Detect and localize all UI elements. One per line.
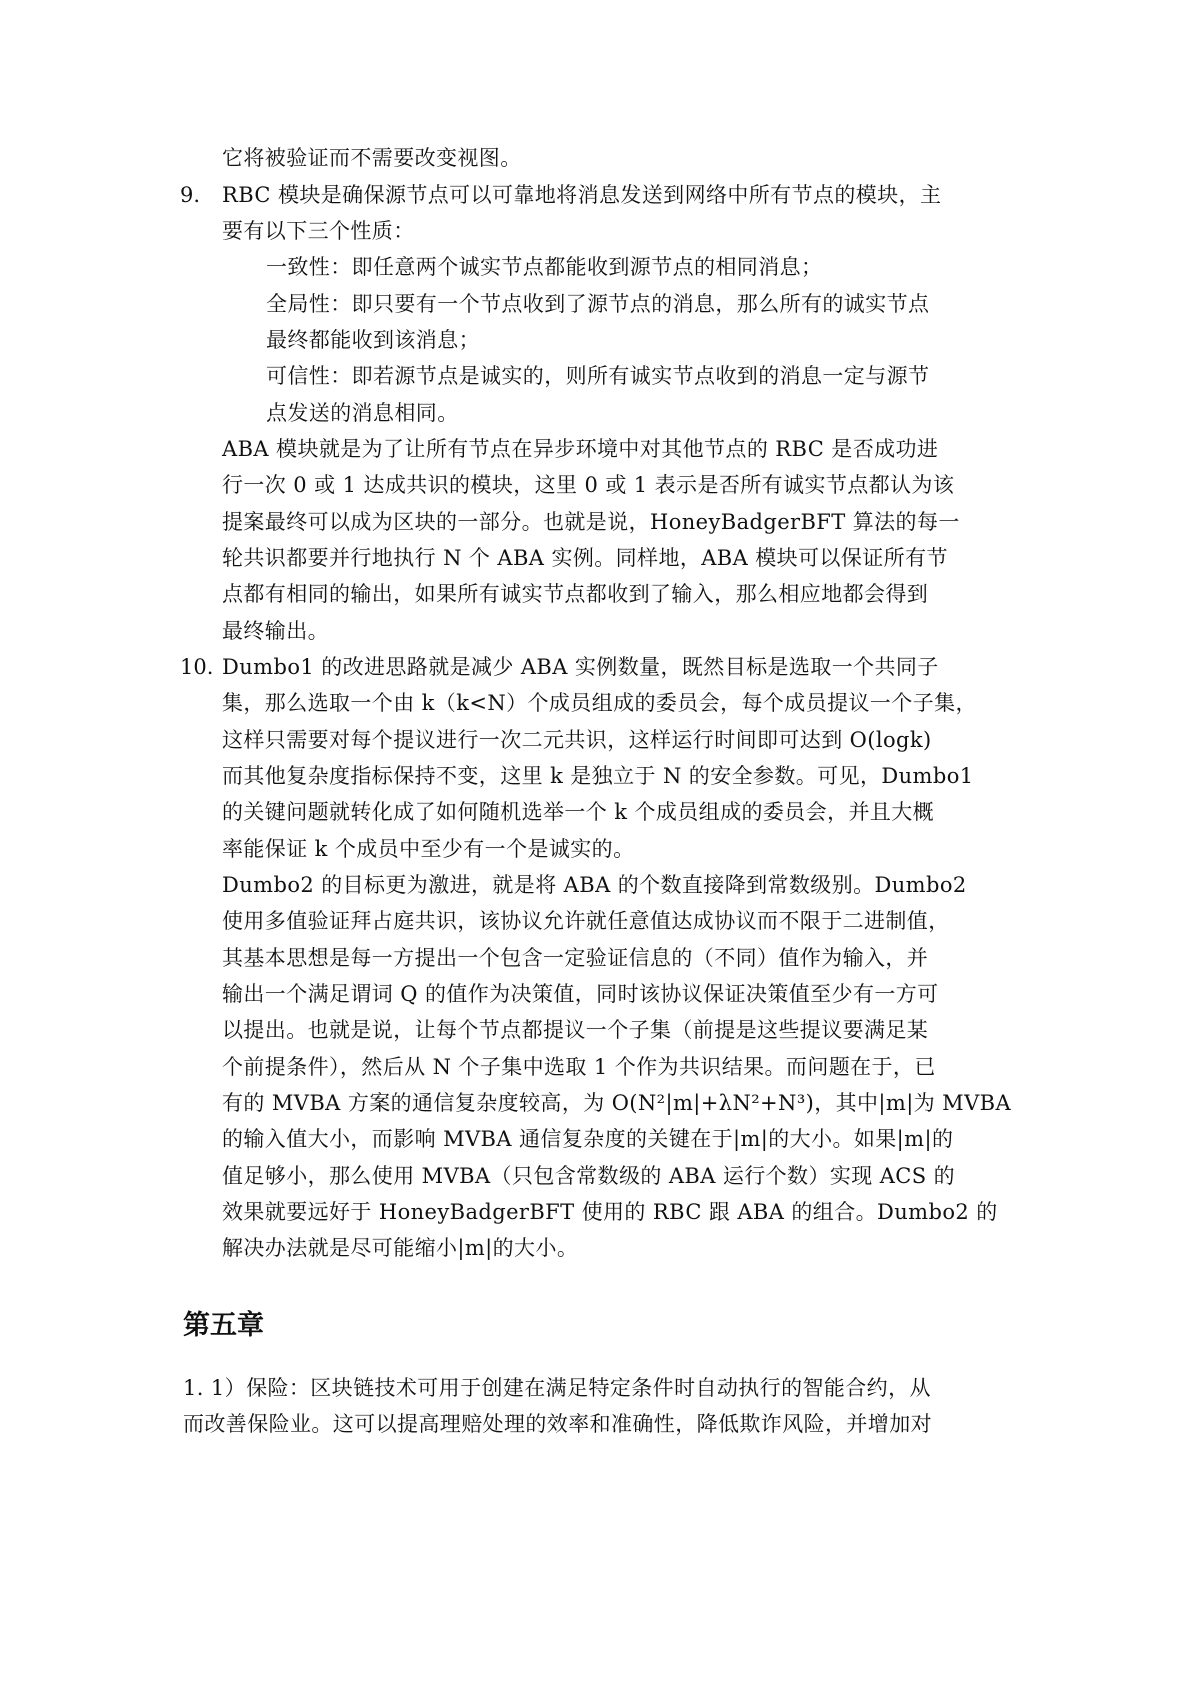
text-line: 行一次 0 或 1 达成共识的模块，这里 0 或 1 表示是否所有诚实节点都认为该 <box>222 473 955 497</box>
text-line: ABA 模块就是为了让所有节点在异步环境中对其他节点的 RBC 是否成功进 <box>222 437 939 461</box>
text-line: 可信性：即若源节点是诚实的，则所有诚实节点收到的消息一定与源节 <box>266 364 930 388</box>
text-line: 要有以下三个性质： <box>222 219 415 243</box>
text-line: 效果就要远好于 HoneyBadgerBFT 使用的 RBC 跟 ABA 的组合。Dumbo2 的 <box>222 1200 998 1224</box>
text-line: 最终输出。 <box>222 619 329 643</box>
text-line: 集，那么选取一个由 k（k<N）个成员组成的委员会，每个成员提议一个子集， <box>222 691 977 715</box>
text-line: 值足够小，那么使用 MVBA（只包含常数级的 ABA 运行个数）实现 ACS 的 <box>222 1164 956 1188</box>
list-number-9: 9. <box>180 183 201 207</box>
text-line: 全局性：即只要有一个节点收到了源节点的消息，那么所有的诚实节点 <box>266 292 930 316</box>
text-line: 个前提条件），然后从 N 个子集中选取 1 个作为共识结果。而问题在于，已 <box>222 1055 936 1079</box>
text-line: 解决办法就是尽可能缩小|m|的大小。 <box>222 1236 579 1260</box>
list-number-10: 10. <box>180 655 214 679</box>
text-line: 的关键问题就转化成了如何随机选举一个 k 个成员组成的委员会，并且大概 <box>222 800 935 824</box>
text-line: 轮共识都要并行地执行 N 个 ABA 实例。同样地，ABA 模块可以保证所有节 <box>222 546 948 570</box>
text-line: 有的 MVBA 方案的通信复杂度较高，为 O(N²|m|+λN²+N³)，其中|m|为 MVBA <box>222 1091 1012 1115</box>
text-line: 输出一个满足谓词 Q 的值作为决策值，同时该协议保证决策值至少有一方可 <box>222 982 939 1006</box>
text-line: 1. 1）保险：区块链技术可用于创建在满足特定条件时自动执行的智能合约，从 <box>183 1376 931 1400</box>
text-line: 以提出。也就是说，让每个节点都提议一个子集（前提是这些提议要满足某 <box>222 1018 929 1042</box>
text-line: 这样只需要对每个提议进行一次二元共识，这样运行时间即可达到 O(logk) <box>222 728 932 752</box>
text-line: 点发送的消息相同。 <box>266 401 459 425</box>
text-line: 点都有相同的输出，如果所有诚实节点都收到了输入，那么相应地都会得到 <box>222 582 929 606</box>
text-line: 提案最终可以成为区块的一部分。也就是说，HoneyBadgerBFT 算法的每一 <box>222 510 960 534</box>
text-line: 它将被验证而不需要改变视图。 <box>222 146 522 170</box>
text-line: 一致性：即任意两个诚实节点都能收到源节点的相同消息； <box>266 255 823 279</box>
text-line: 率能保证 k 个成员中至少有一个是诚实的。 <box>222 837 635 861</box>
text-line: 使用多值验证拜占庭共识，该协议允许就任意值达成协议而不限于二进制值， <box>222 909 950 933</box>
text-line: Dumbo1 的改进思路就是减少 ABA 实例数量，既然目标是选取一个共同子 <box>222 655 939 679</box>
chapter-heading: 第五章 <box>183 1310 264 1341</box>
text-line: 最终都能收到该消息； <box>266 328 480 352</box>
text-line: 的输入值大小，而影响 MVBA 通信复杂度的关键在于|m|的大小。如果|m|的 <box>222 1127 954 1151</box>
text-line: 而改善保险业。这可以提高理赔处理的效率和准确性，降低欺诈风险，并增加对 <box>183 1412 932 1436</box>
text-line: 其基本思想是每一方提出一个包含一定验证信息的（不同）值作为输入，并 <box>222 946 929 970</box>
text-line: 而其他复杂度指标保持不变，这里 k 是独立于 N 的安全参数。可见，Dumbo1 <box>222 764 974 788</box>
text-line: Dumbo2 的目标更为激进，就是将 ABA 的个数直接降到常数级别。Dumbo2 <box>222 873 967 897</box>
text-line: RBC 模块是确保源节点可以可靠地将消息发送到网络中所有节点的模块，主 <box>222 183 942 207</box>
